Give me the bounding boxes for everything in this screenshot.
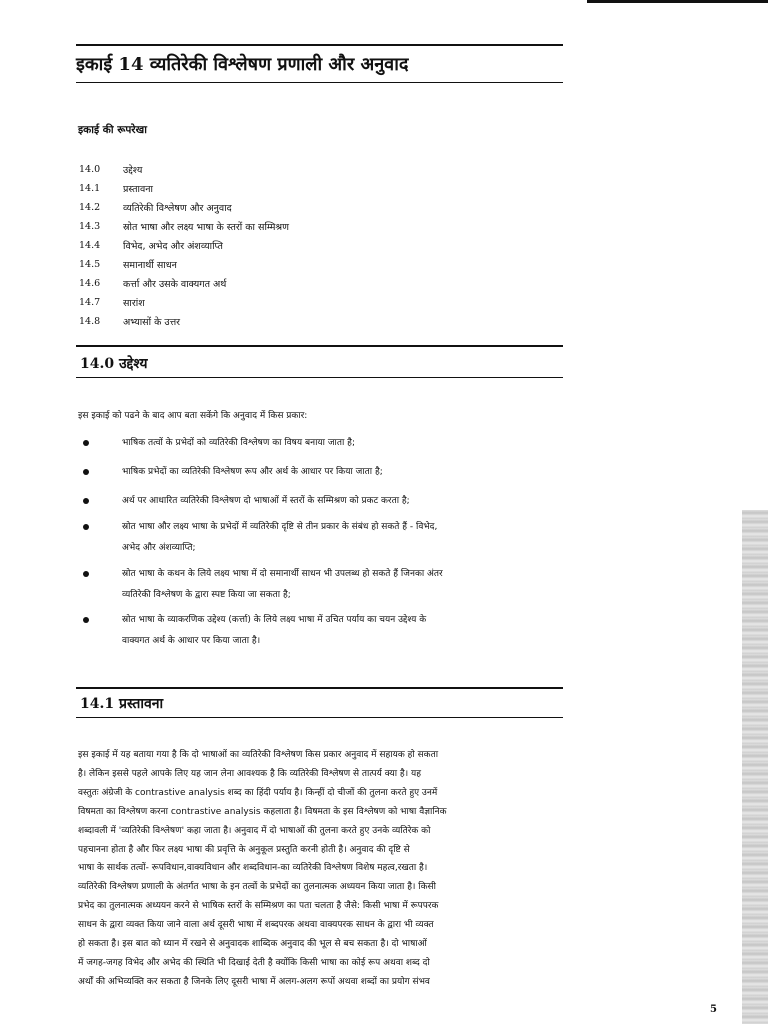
- outline-item: [79, 217, 439, 236]
- outline-item: [79, 160, 439, 179]
- outline-item: [79, 236, 439, 255]
- outline-item: [79, 312, 439, 331]
- outline-item-label: उद्देश्य: [123, 165, 143, 176]
- outline-item: [79, 293, 439, 312]
- section-intro-bottom-rule: [76, 717, 563, 718]
- section-intro-heading: 14.1 प्रस्तावना: [80, 696, 164, 712]
- bullet-icon: [83, 440, 89, 446]
- outline-item-number: 14.0: [79, 164, 101, 175]
- objective-bullet-text: अभेद और अंशव्याप्ति;: [122, 543, 196, 553]
- paragraph-line: वस्तुतः अंग्रेजी के contrastive analysis शब्द का हिंदी पर्याय है। किन्हीं दो चीजों की तुलना करते हुए उनमें: [78, 787, 438, 798]
- paragraph-line: इस इकाई में यह बताया गया है कि दो भाषाओं का व्यतिरेकी विश्लेषण किस प्रकार अनुवाद में सहायक हो सकता: [78, 750, 439, 760]
- outline-item: [79, 274, 439, 293]
- title-bottom-rule: [76, 82, 563, 83]
- objective-bullet-text: भाषिक प्रभेदों का व्यतिरेकी विश्लेषण रूप और अर्थ के आधार पर किया जाता है;: [122, 467, 383, 477]
- outline-item-number: 14.7: [79, 297, 101, 308]
- paragraph-line: हो सकता है। इस बात को ध्यान में रखने से अनुवादक शाब्दिक अनुवाद की भूल से बच सकता है। दो भाषाओं: [78, 939, 427, 949]
- outline-item: [79, 198, 439, 217]
- outline-heading: इकाई की रूपरेखा: [78, 124, 147, 136]
- outline-item-number: 14.2: [79, 202, 101, 213]
- outline-item-number: 14.8: [79, 316, 101, 327]
- bullet-icon: [83, 571, 89, 577]
- paragraph-line: पहचानना होता है और फिर लक्ष्य भाषा की प्रवृत्ति के अनुकूल प्रस्तुति करनी होती है। अनुवाद की दृष्टि से: [78, 844, 410, 855]
- paragraph-line: है। लेकिन इससे पहले आपके लिए यह जान लेना आवश्यक है कि व्यतिरेकी विश्लेषण से तात्पर्य क्या है। यह: [78, 768, 421, 779]
- outline-item-label: कर्त्ता और उसके वाक्यगत अर्थ: [123, 279, 227, 290]
- objective-bullet-text: भाषिक तत्वों के प्रभेदों को व्यतिरेकी विश्लेषण का विषय बनाया जाता है;: [122, 438, 355, 448]
- title-top-rule: [76, 44, 563, 46]
- outline-list: [79, 160, 439, 331]
- paragraph-line: विषमता का विश्लेषण करना contrastive analysis कहलाता है। विषमता के इस विश्लेषण को भाषा वैज्ञानिक: [78, 806, 447, 817]
- scan-edge-rule: [587, 0, 768, 3]
- outline-item-number: 14.6: [79, 278, 101, 289]
- objectives-intro: इस इकाई को पढने के बाद आप बता सकेंगे कि अनुवाद में किस प्रकार:: [78, 411, 308, 421]
- bullet-icon: [83, 498, 89, 504]
- paragraph-line: शब्दावली में 'व्यतिरेकी विश्लेषण' कहा जाता है। अनुवाद में दो भाषाओं की तुलना करते हुए उनके व्यतिरेक को: [78, 825, 431, 836]
- paragraph-line: अर्थों की अभिव्यक्ति कर सकता है जिनके लिए दूसरी भाषा में अलग-अलग रूपों अथवा शब्दों का प्रयोग संभव: [78, 976, 430, 987]
- section-objectives-bottom-rule: [76, 377, 563, 378]
- section-objectives-top-rule: [76, 345, 563, 347]
- bullet-icon: [83, 617, 89, 623]
- objective-bullet-text: व्यतिरेकी विश्लेषण के द्वारा स्पष्ट किया जा सकता है;: [122, 590, 291, 600]
- outline-item-label: स्रोत भाषा और लक्ष्य भाषा के स्तरों का सम्मिश्रण: [123, 222, 290, 233]
- scanned-page-edge: [742, 510, 768, 1024]
- bullet-icon: [83, 524, 89, 530]
- objective-bullet-text: स्रोत भाषा और लक्ष्य भाषा के प्रभेदों में व्यतिरेकी दृष्टि से तीन प्रकार के संबंध हो सकते हैं - विभेद,: [122, 522, 438, 532]
- outline-item-number: 14.3: [79, 221, 101, 232]
- outline-item: [79, 255, 439, 274]
- outline-item-number: 14.5: [79, 259, 101, 270]
- section-intro-top-rule: [76, 687, 563, 689]
- paragraph-line: प्रभेद का तुलनात्मक अध्ययन करने से भाषिक स्तरों के सम्मिश्रण का पता चलता है जैसे: किसी भाषा में रूपपरक: [78, 901, 439, 912]
- paragraph-line: व्यतिरेकी विश्लेषण प्रणाली के अंतर्गत भाषा के इन तत्वों के प्रभेदों का तुलनात्मक अध्ययन किया जाता है। किसी: [78, 882, 436, 893]
- bullet-icon: [83, 469, 89, 475]
- outline-item-number: 14.4: [79, 240, 101, 251]
- outline-item-label: प्रस्तावना: [123, 184, 153, 195]
- outline-item-label: सारांश: [123, 298, 145, 309]
- outline-item-number: 14.1: [79, 183, 101, 194]
- outline-item-label: समानार्थी साधन: [123, 260, 177, 271]
- outline-item-label: व्यतिरेकी विश्लेषण और अनुवाद: [123, 203, 232, 214]
- outline-item-label: अभ्यासों के उत्तर: [123, 317, 181, 328]
- objective-bullet-text: स्रोत भाषा के कथन के लिये लक्ष्य भाषा में दो समानार्थी साधन भी उपलब्ध हो सकते हैं जिनका अंतर: [122, 569, 443, 579]
- objective-bullet-text: अर्थ पर आधारित व्यतिरेकी विश्लेषण दो भाषाओं में स्तरों के सम्मिश्रण को प्रकट करता है;: [122, 496, 410, 506]
- outline-item-label: विभेद, अभेद और अंशव्याप्ति: [123, 241, 223, 252]
- paragraph-line: साधन के द्वारा व्यक्त किया जाने वाला अर्थ दूसरी भाषा में शब्दपरक अथवा वाक्यपरक साधन के द्वारा भी व्यक्त: [78, 920, 434, 931]
- unit-title: इकाई 14 व्यतिरेकी विश्लेषण प्रणाली और अनुवाद: [76, 54, 409, 75]
- paragraph-line: में जगह-जगह विभेद और अभेद की स्थिति भी दिखाई देती है क्योंकि किसी भाषा का कोई रूप अथवा शब्द दो: [78, 957, 430, 968]
- page-number: 5: [710, 1004, 717, 1015]
- paragraph-line: भाषा के सार्थक तत्वों- रूपविधान,वाक्यविधान और शब्दविधान-का व्यतिरेकी विश्लेषण विशेष महत्व,रखता है।: [78, 863, 428, 874]
- outline-item: [79, 179, 439, 198]
- objective-bullet-text: स्रोत भाषा के व्याकरणिक उद्देश्य (कर्त्ता) के लिये लक्ष्य भाषा में उचित पर्याय का चयन उद्देश्य के: [122, 615, 427, 625]
- section-objectives-heading: 14.0 उद्देश्य: [80, 356, 148, 372]
- objective-bullet-text: वाक्यगत अर्थ के आधार पर किया जाता है।: [122, 636, 261, 646]
